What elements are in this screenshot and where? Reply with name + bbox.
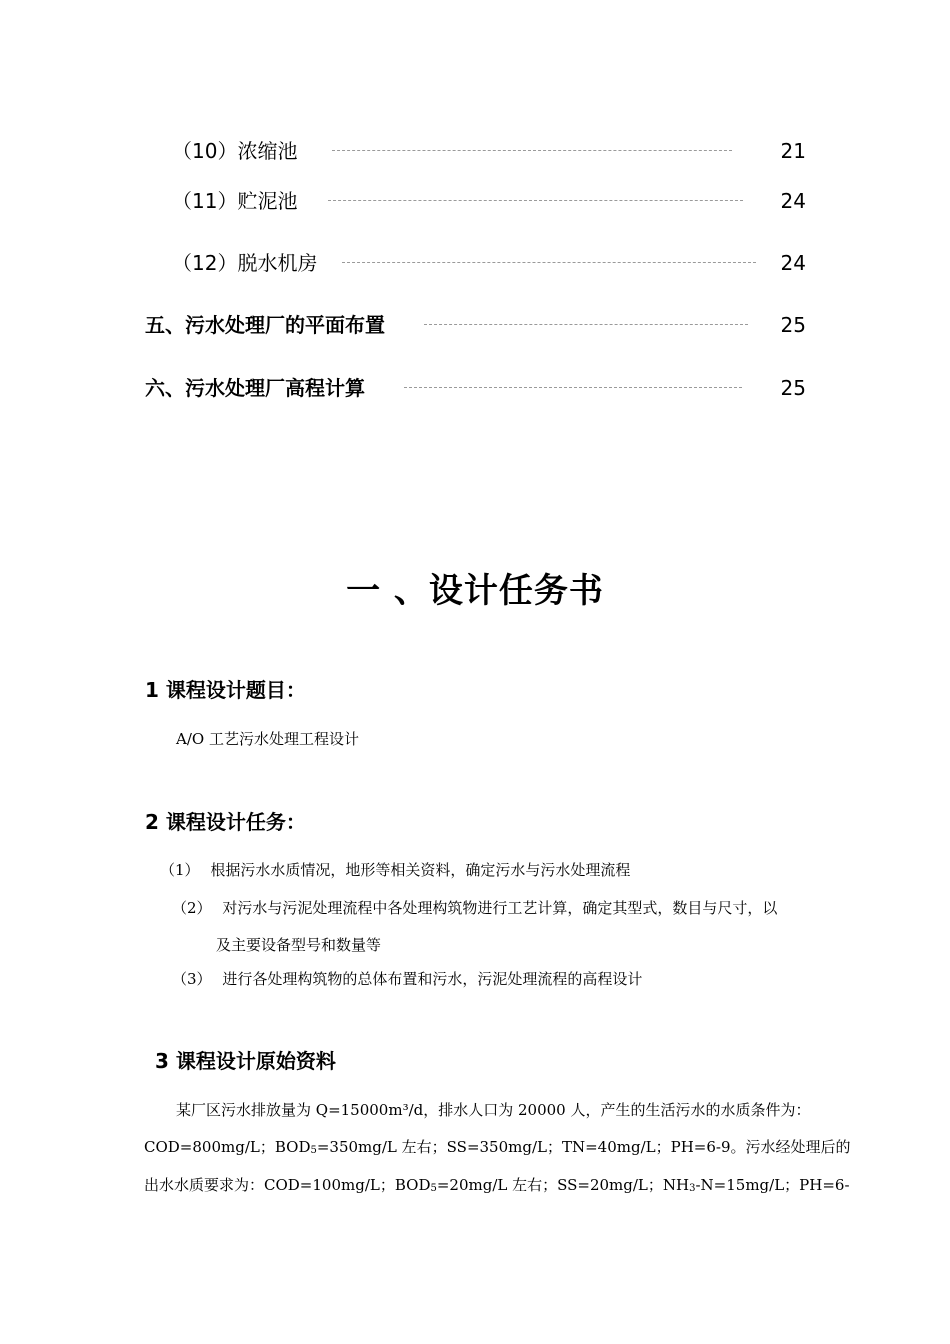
paragraph-line: 某厂区污水排放量为 Q=15000m³/d，排水人口为 20000 人，产生的生活污水的水质条件为： <box>176 1101 811 1119</box>
toc-entry[interactable] <box>0 373 950 403</box>
toc-entry-label: （12）脱水机房 <box>172 251 318 275</box>
toc-entry-label: 五、污水处理厂的平面布置 <box>145 313 385 337</box>
list-item <box>172 897 777 919</box>
list-number: （2） <box>172 899 212 917</box>
toc-leader <box>332 150 732 151</box>
toc-entry-label: 六、污水处理厂高程计算 <box>145 376 365 400</box>
toc-page-number: 25 <box>780 313 806 337</box>
toc-page-number: 25 <box>780 376 806 400</box>
chapter-title: 一 、设计任务书 <box>346 571 604 611</box>
subscript: 5 <box>430 1183 437 1194</box>
toc-page-number: 24 <box>780 251 806 275</box>
toc-page-number: 21 <box>780 139 806 163</box>
text-run: 出水水质要求为：COD=100mg/L；BOD <box>144 1176 431 1194</box>
paragraph-line <box>144 1136 851 1161</box>
list-number: （1） <box>160 861 200 879</box>
list-text: 进行各处理构筑物的总体布置和污水，污泥处理流程的高程设计 <box>222 970 643 988</box>
section-heading: 3 课程设计原始资料 <box>155 1049 336 1073</box>
list-text: 对污水与污泥处理流程中各处理构筑物进行工艺计算，确定其型式，数目与尺寸，以 <box>222 899 778 917</box>
text-run: =20mg/L 左右；SS=20mg/L；NH <box>436 1176 690 1194</box>
toc-page-number: 24 <box>780 189 806 213</box>
list-text: 根据污水水质情况，地形等相关资料，确定污水与污水处理流程 <box>210 861 631 879</box>
list-number: （3） <box>172 970 212 988</box>
list-item <box>172 968 642 990</box>
toc-entry-label: （10）浓缩池 <box>172 139 298 163</box>
text-run: =350mg/L 左右；SS=350mg/L；TN=40mg/L；PH=6-9。污水经处理后的 <box>316 1138 851 1156</box>
toc-leader <box>404 387 742 388</box>
list-item <box>160 859 630 881</box>
subscript: 5 <box>310 1145 317 1156</box>
toc-entry[interactable] <box>0 136 950 166</box>
section-content: A/O 工艺污水处理工程设计 <box>176 730 359 748</box>
toc-leader <box>328 200 743 201</box>
section-heading: 1 课程设计题目： <box>145 678 306 702</box>
text-run: -N=15mg/L；PH=6- <box>695 1176 850 1194</box>
toc-entry[interactable] <box>0 310 950 340</box>
section-heading: 2 课程设计任务： <box>145 810 306 834</box>
toc-entry[interactable] <box>0 186 950 216</box>
paragraph-line <box>144 1174 850 1199</box>
text-run: COD=800mg/L；BOD <box>144 1138 311 1156</box>
subscript: 3 <box>689 1183 696 1194</box>
toc-leader <box>424 324 748 325</box>
toc-entry[interactable] <box>0 248 950 278</box>
list-item-continuation: 及主要设备型号和数量等 <box>216 936 382 954</box>
toc-entry-label: （11）贮泥池 <box>172 189 298 213</box>
toc-leader <box>342 262 756 263</box>
